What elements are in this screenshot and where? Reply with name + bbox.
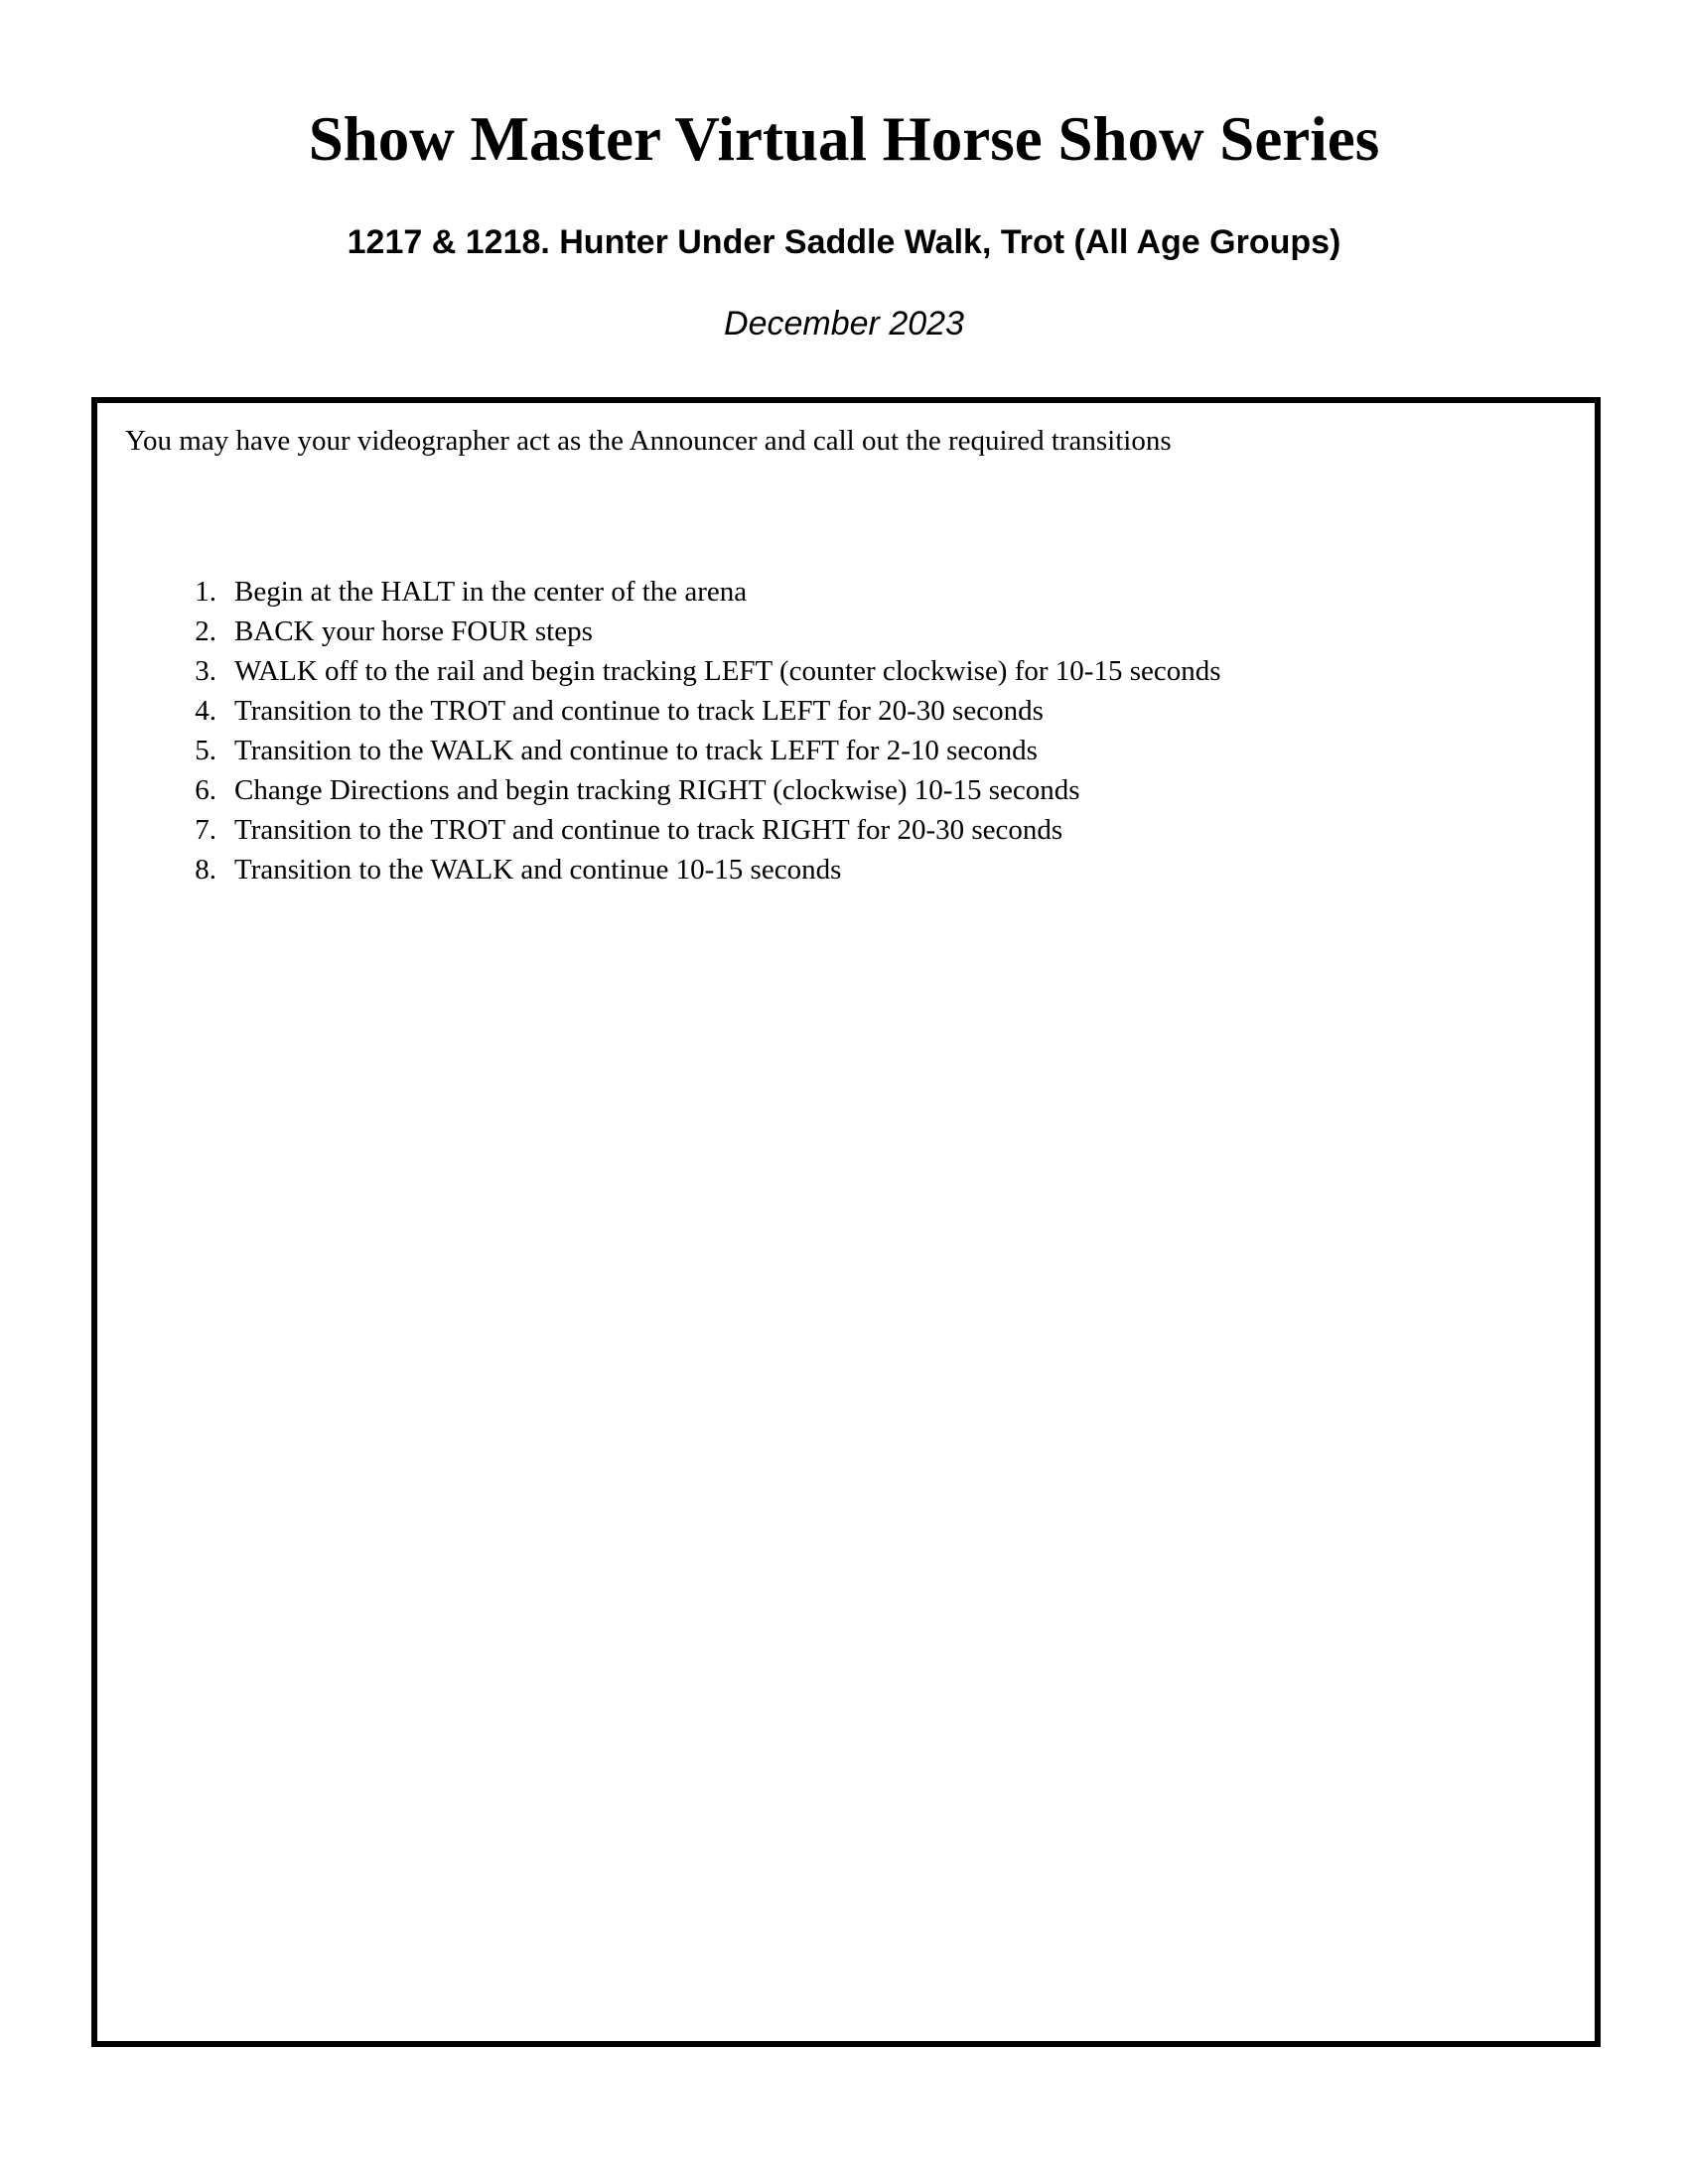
list-item [167,651,1221,691]
list-item [167,731,1221,770]
step-text: Transition to the WALK and continue 10-15 seconds [234,854,842,886]
step-text: Change Directions and begin tracking RIGHT (clockwise) 10-15 seconds [234,774,1080,806]
list-item [167,770,1221,810]
step-number: 7. [195,814,216,846]
step-number: 8. [195,854,216,886]
step-number: 3. [195,655,216,687]
step-number: 5. [195,735,216,766]
list-item [167,612,1221,651]
step-number: 2. [195,615,216,647]
step-number: 1. [195,576,216,608]
step-text: Transition to the TROT and continue to track RIGHT for 20-30 seconds [234,814,1063,846]
list-item [167,850,1221,889]
step-text: WALK off to the rail and begin tracking LEFT (counter clockwise) for 10-15 seconds [234,655,1221,687]
instructions-box [91,397,1601,2047]
step-text: Transition to the TROT and continue to track LEFT for 20-30 seconds [234,695,1044,727]
step-text: Begin at the HALT in the center of the arena [234,576,748,608]
list-item [167,572,1221,612]
step-number: 6. [195,774,216,806]
page-title: Show Master Virtual Horse Show Series [308,104,1380,174]
steps-list [167,572,1221,889]
class-subtitle: 1217 & 1218. Hunter Under Saddle Walk, Trot (All Age Groups) [347,223,1341,261]
intro-text: You may have your videographer act as the Announcer and call out the required transitions [125,425,1172,457]
step-text: BACK your horse FOUR steps [234,615,593,647]
list-item [167,810,1221,850]
step-number: 4. [195,695,216,727]
list-item [167,691,1221,731]
date-label: December 2023 [724,305,964,342]
step-text: Transition to the WALK and continue to track LEFT for 2-10 seconds [234,735,1038,766]
